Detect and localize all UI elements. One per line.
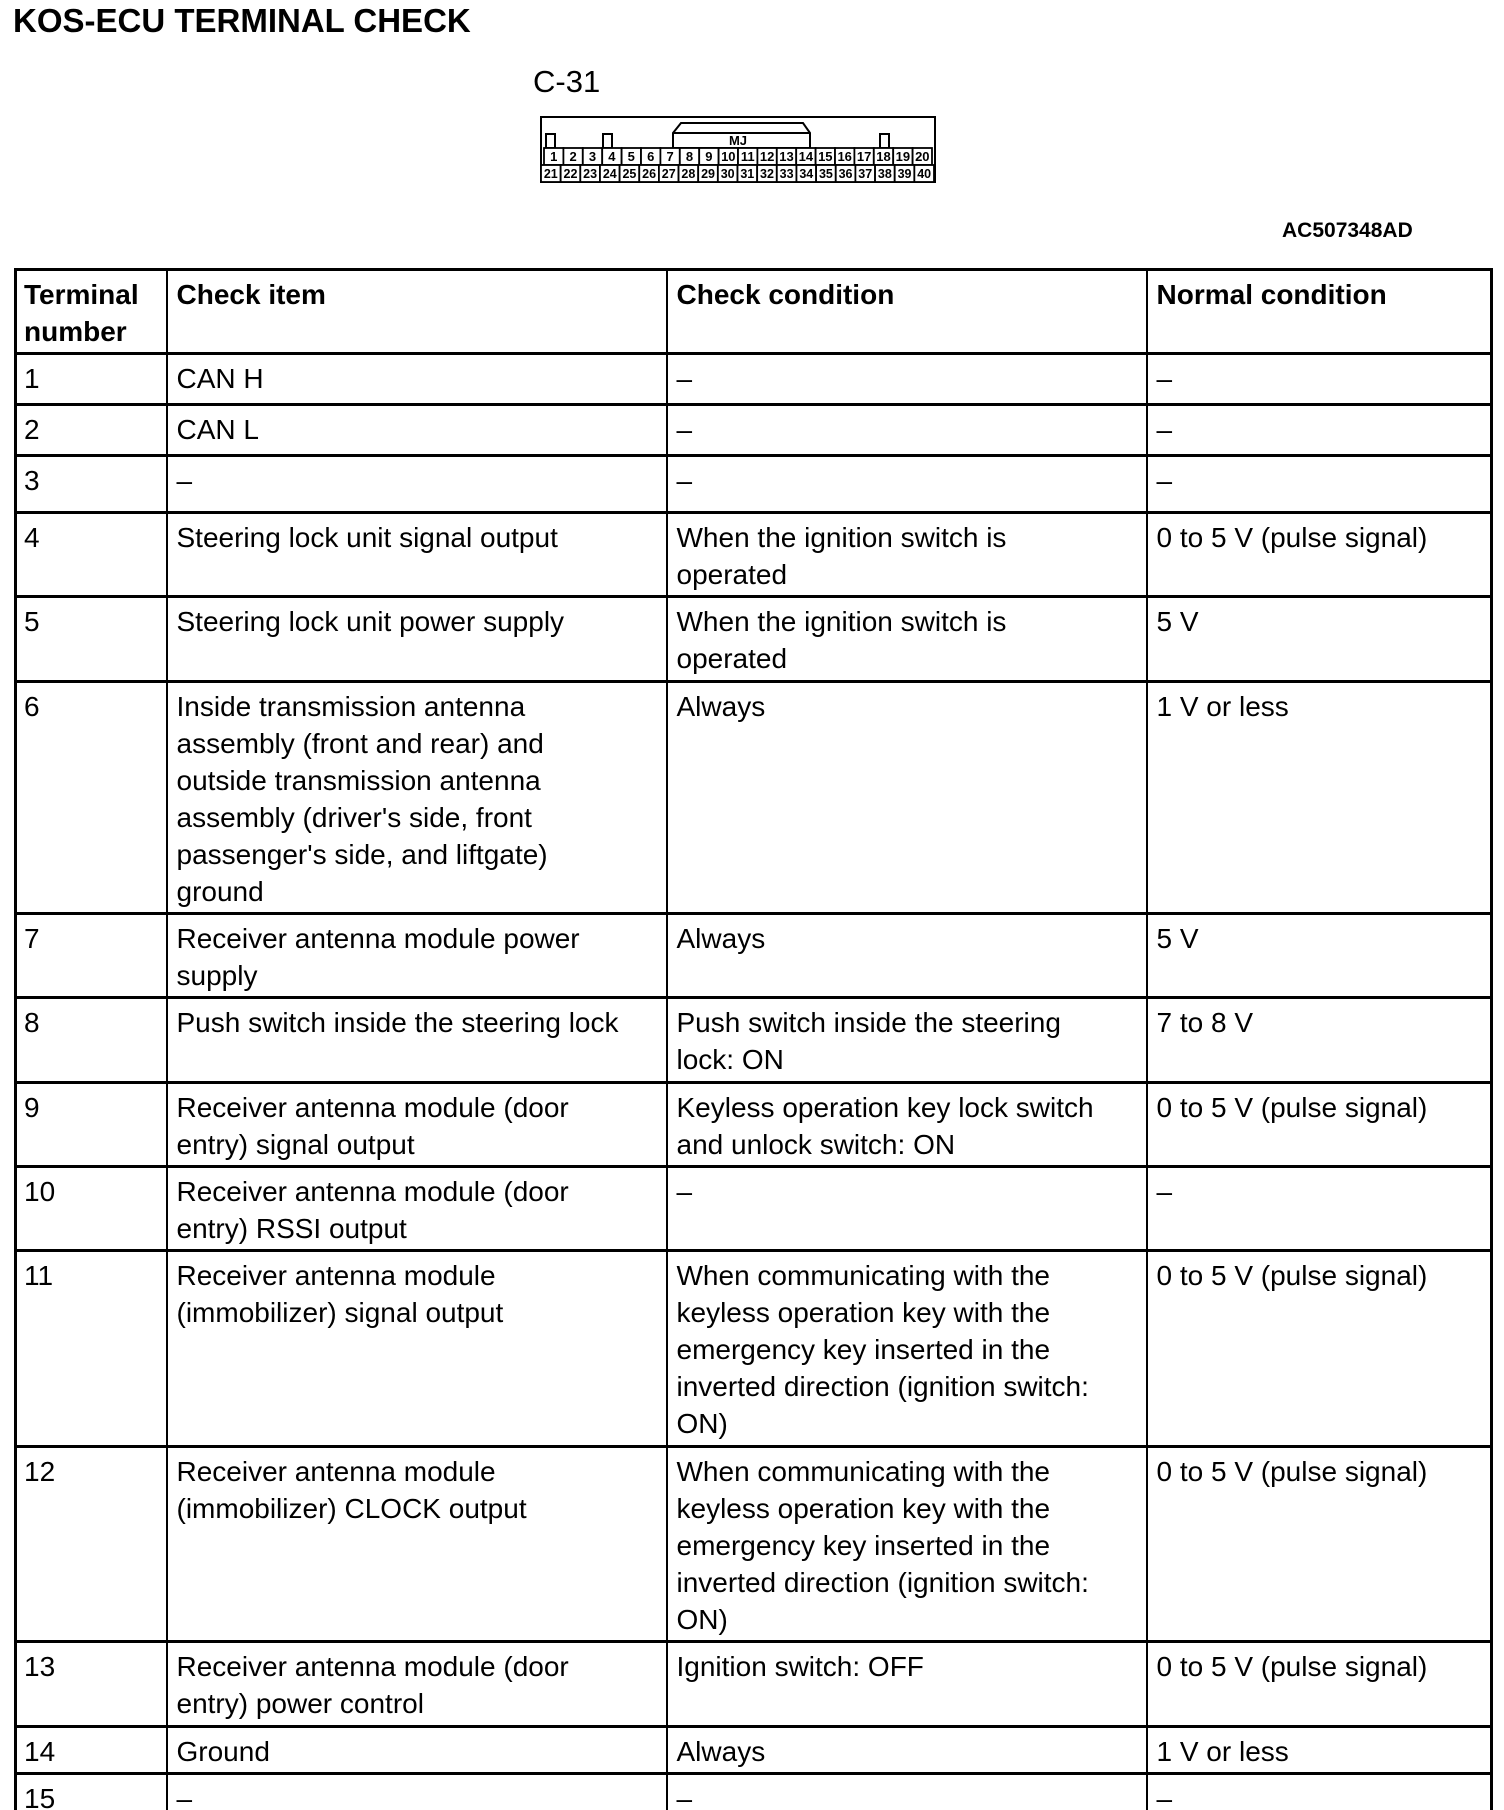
connector-pin-number: 29 <box>701 167 715 181</box>
normal-condition-cell: 0 to 5 V (pulse signal) <box>1147 1447 1492 1642</box>
table-row <box>16 1774 1492 1810</box>
normal-condition-cell: 0 to 5 V (pulse signal) <box>1147 1642 1492 1727</box>
terminal-number-cell: 11 <box>16 1251 167 1447</box>
table-header-row <box>16 270 1492 354</box>
connector-pin-number: 7 <box>666 149 674 164</box>
col-header-terminal-number: Terminal number <box>16 270 167 354</box>
terminal-number-cell: 8 <box>16 998 167 1083</box>
connector-pin-number: 3 <box>588 149 597 164</box>
terminal-number-cell: 10 <box>16 1167 167 1251</box>
terminal-number-cell: 2 <box>16 405 167 456</box>
connector-pin-number: 40 <box>917 167 932 181</box>
check-item-cell: Receiver antenna module (door entry) signal output <box>167 1083 667 1167</box>
normal-condition-cell: – <box>1147 405 1492 456</box>
table-row <box>16 998 1492 1083</box>
check-item-cell: – <box>167 456 667 513</box>
check-condition-cell: – <box>667 405 1147 456</box>
terminal-number-cell: 7 <box>16 914 167 998</box>
connector-pin-number: 21 <box>543 167 558 181</box>
connector-pin-number: 18 <box>876 149 891 164</box>
connector-pin-number: 13 <box>779 149 794 164</box>
connector-pin-number: 28 <box>681 167 696 181</box>
table-row <box>16 914 1492 998</box>
connector-pin-number: 1 <box>550 149 558 164</box>
check-condition-cell: – <box>667 1774 1147 1810</box>
connector-pin-number: 16 <box>837 149 852 164</box>
terminal-number-cell: 6 <box>16 682 167 914</box>
terminal-number-cell: 4 <box>16 513 167 597</box>
connector-pin-number: 8 <box>685 149 694 164</box>
normal-condition-cell: 7 to 8 V <box>1147 998 1492 1083</box>
check-item-cell: CAN L <box>167 405 667 456</box>
normal-condition-cell: – <box>1147 1167 1492 1251</box>
connector-pin-number: 32 <box>760 167 774 181</box>
check-condition-cell: Ignition switch: OFF <box>667 1642 1147 1727</box>
table-row <box>16 354 1492 405</box>
connector-pin-number: 34 <box>799 167 814 181</box>
check-condition-cell: Keyless operation key lock switch and unlock switch: ON <box>667 1083 1147 1167</box>
normal-condition-cell: 1 V or less <box>1147 1727 1492 1774</box>
connector-pin-number: 5 <box>627 149 635 164</box>
connector-label: C-31 <box>533 64 601 99</box>
pin-row-2 <box>541 165 934 182</box>
terminal-number-cell: 12 <box>16 1447 167 1642</box>
connector-notch <box>880 134 889 148</box>
table-row <box>16 1167 1492 1251</box>
terminal-check-table <box>14 268 1493 1810</box>
check-condition-cell: When the ignition switch is operated <box>667 597 1147 682</box>
connector-notch <box>546 134 555 148</box>
terminal-number-cell: 15 <box>16 1774 167 1810</box>
connector-pin-number: 12 <box>759 149 775 164</box>
normal-condition-cell: 5 V <box>1147 914 1492 998</box>
connector-pin-number: 38 <box>877 167 892 181</box>
connector-pin-number: 23 <box>583 167 598 181</box>
terminal-number-cell: 3 <box>16 456 167 513</box>
connector-pin-number: 14 <box>798 149 814 164</box>
connector-pin-number: 30 <box>720 167 735 181</box>
check-item-cell: CAN H <box>167 354 667 405</box>
connector-pin-number: 6 <box>647 149 655 164</box>
check-item-cell: Receiver antenna module (door entry) power control <box>167 1642 667 1727</box>
table-row <box>16 597 1492 682</box>
check-condition-cell: Always <box>667 1727 1147 1774</box>
connector-pin-number: 24 <box>602 167 617 181</box>
check-item-cell: Receiver antenna module (door entry) RSSI output <box>167 1167 667 1251</box>
connector-pin-number: 26 <box>642 167 657 181</box>
check-condition-cell: When the ignition switch is operated <box>667 513 1147 597</box>
check-item-cell: Inside transmission antenna assembly (front and rear) and outside transmission antenna assembly (driver's side, front passenger's side, and liftgate) ground <box>167 682 667 914</box>
connector-pin-number: 31 <box>740 167 755 181</box>
table-header <box>16 270 1492 354</box>
check-item-cell: Steering lock unit signal output <box>167 513 667 597</box>
check-item-cell: Receiver antenna module (immobilizer) CLOCK output <box>167 1447 667 1642</box>
connector-pin-number: 37 <box>858 167 873 181</box>
table-row <box>16 1083 1492 1167</box>
normal-condition-cell: – <box>1147 1774 1492 1810</box>
pin-row-1 <box>544 148 932 165</box>
normal-condition-cell: – <box>1147 354 1492 405</box>
col-header-check-condition: Check condition <box>667 270 1147 354</box>
check-condition-cell: Always <box>667 682 1147 914</box>
check-condition-cell: When communicating with the keyless operation key with the emergency key inserted in the inverted direction (ignition switch: ON) <box>667 1251 1147 1447</box>
connector-pin-number: 25 <box>622 167 637 181</box>
connector-pin-number: 36 <box>838 167 853 181</box>
check-condition-cell: Push switch inside the steering lock: ON <box>667 998 1147 1083</box>
table-row <box>16 1642 1492 1727</box>
connector-pin-number: 20 <box>915 149 930 164</box>
check-condition-cell: – <box>667 456 1147 513</box>
connector-pin-number: 15 <box>818 149 833 164</box>
check-condition-cell: When communicating with the keyless operation key with the emergency key inserted in the inverted direction (ignition switch: ON) <box>667 1447 1147 1642</box>
normal-condition-cell: 0 to 5 V (pulse signal) <box>1147 1083 1492 1167</box>
normal-condition-cell: 5 V <box>1147 597 1492 682</box>
terminal-number-cell: 9 <box>16 1083 167 1167</box>
table-row <box>16 1727 1492 1774</box>
check-condition-cell: – <box>667 1167 1147 1251</box>
terminal-number-cell: 14 <box>16 1727 167 1774</box>
check-condition-cell: Always <box>667 914 1147 998</box>
terminal-number-cell: 13 <box>16 1642 167 1727</box>
table-row <box>16 456 1492 513</box>
normal-condition-cell: 1 V or less <box>1147 682 1492 914</box>
terminal-table-body <box>16 354 1492 1810</box>
table-row <box>16 513 1492 597</box>
page-title: KOS-ECU TERMINAL CHECK <box>13 2 471 39</box>
check-item-cell: Receiver antenna module (immobilizer) signal output <box>167 1251 667 1447</box>
check-item-cell: Steering lock unit power supply <box>167 597 667 682</box>
connector-pin-number: 9 <box>705 149 713 164</box>
table-row <box>16 1447 1492 1642</box>
connector-pin-number: 19 <box>895 149 911 164</box>
connector-notch <box>603 134 612 148</box>
connector-diagram <box>540 116 936 184</box>
check-item-cell: – <box>167 1774 667 1810</box>
table-row <box>16 682 1492 914</box>
connector-pin-number: 27 <box>661 167 676 181</box>
check-item-cell: Ground <box>167 1727 667 1774</box>
col-header-normal-condition: Normal condition <box>1147 270 1492 354</box>
check-item-cell: Push switch inside the steering lock <box>167 998 667 1083</box>
check-item-cell: Receiver antenna module power supply <box>167 914 667 998</box>
normal-condition-cell: – <box>1147 456 1492 513</box>
terminal-number-cell: 1 <box>16 354 167 405</box>
connector-pin-number: 11 <box>740 149 755 164</box>
connector-pin-number: 10 <box>721 149 736 164</box>
connector-pin-number: 33 <box>779 167 794 181</box>
figure-code: AC507348AD <box>1282 219 1413 242</box>
normal-condition-cell: 0 to 5 V (pulse signal) <box>1147 1251 1492 1447</box>
connector-pin-number: 39 <box>897 167 912 181</box>
connector-pin-number: 2 <box>569 149 577 164</box>
connector-pin-number: 17 <box>856 149 872 164</box>
terminal-number-cell: 5 <box>16 597 167 682</box>
connector-tab-label: MJ <box>728 133 748 148</box>
table-row <box>16 405 1492 456</box>
check-condition-cell: – <box>667 354 1147 405</box>
normal-condition-cell: 0 to 5 V (pulse signal) <box>1147 513 1492 597</box>
col-header-check-item: Check item <box>167 270 667 354</box>
connector-pin-number: 35 <box>818 167 833 181</box>
connector-pin-number: 22 <box>563 167 578 181</box>
table-row <box>16 1251 1492 1447</box>
connector-pin-number: 4 <box>608 149 616 164</box>
